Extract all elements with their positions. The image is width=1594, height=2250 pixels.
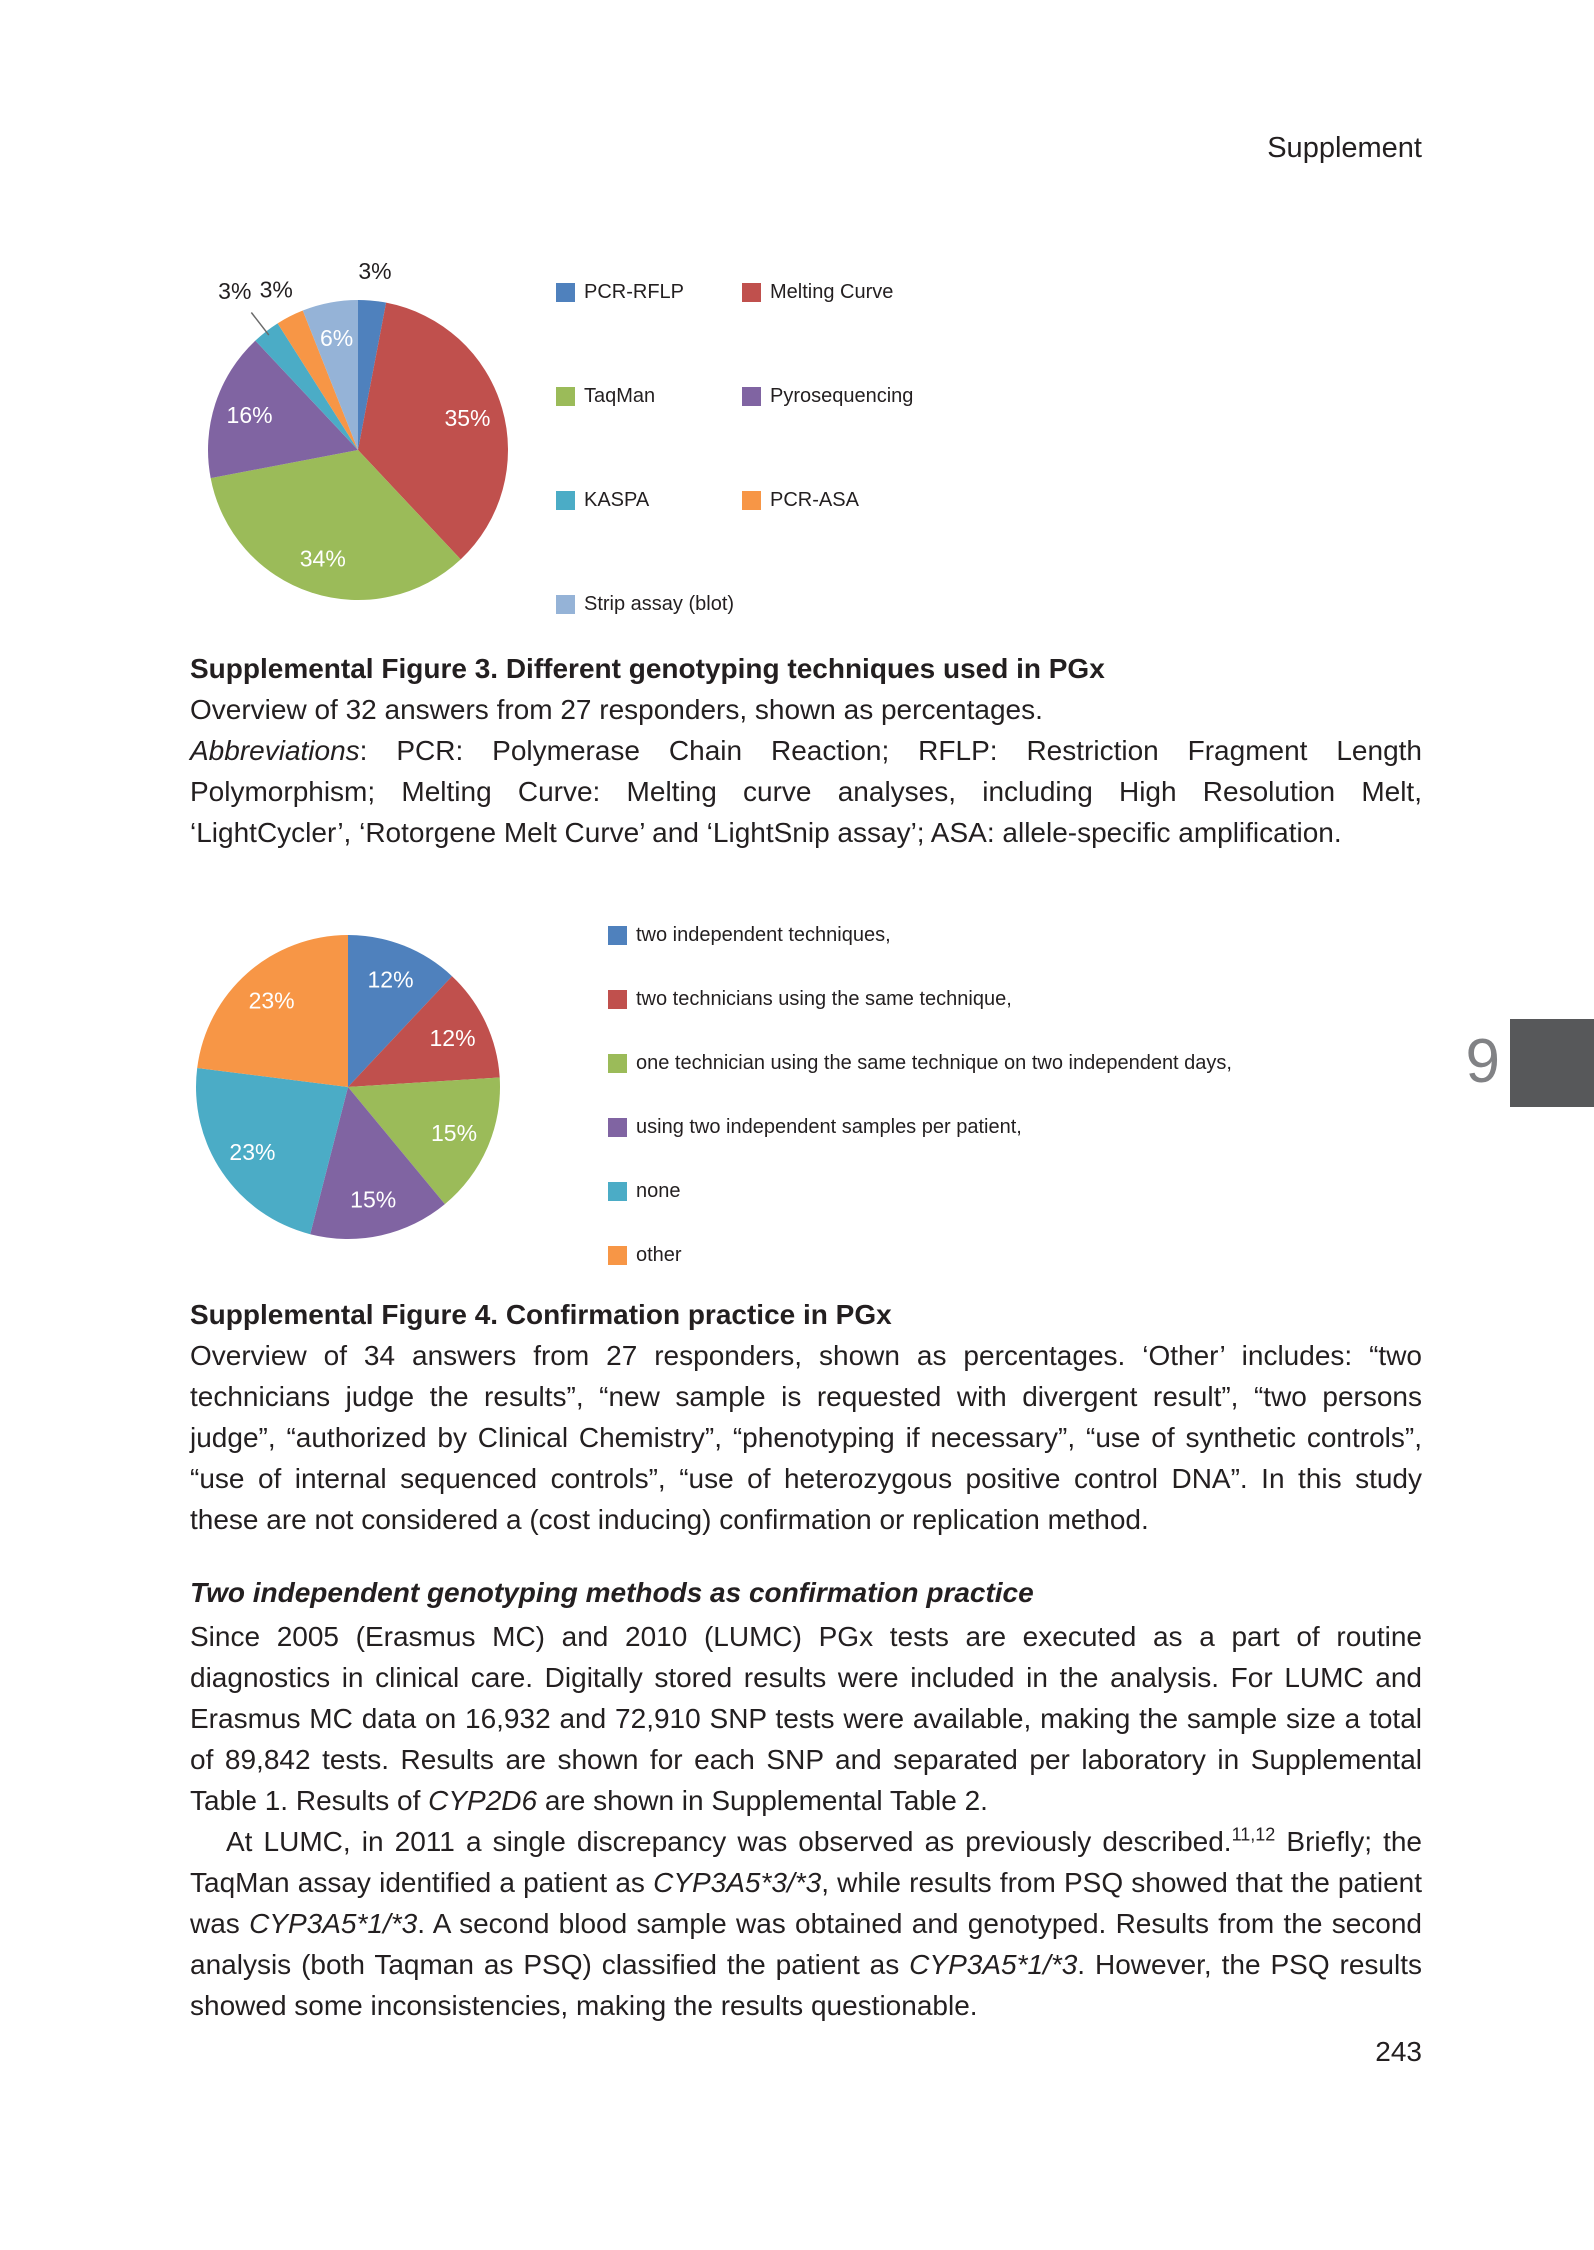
legend-label: Strip assay (blot) (584, 592, 735, 615)
legend-label: using two independent samples per patient, (636, 1115, 1022, 1138)
figure4-caption-text (190, 1335, 1422, 1540)
text-segment: Overview of 34 answers from 27 responders, shown as percentages. ‘Other’ includes: “two technicians judge the results”, “new sample is requested with divergent result”, “two persons judge”, “authorized by Clinical Chemistry”, “phenotyping if necessary”, “use of synthetic controls”, “use of internal sequenced controls”, “use of heterozygous positive control DNA”. In this study these are not considered a (cost inducing) confirmation or replication method. (190, 1340, 1422, 1535)
legend-swatch (608, 1182, 627, 1201)
legend-item (608, 1049, 1232, 1077)
legend-swatch (556, 595, 575, 614)
genotyping-techniques-pie-chart (110, 248, 550, 678)
chapter-tab (1510, 1019, 1594, 1107)
body-paragraphs (190, 1616, 1422, 2026)
text-segment: Since 2005 (Erasmus MC) and 2010 (LUMC) PGx tests are executed as a part of routine diagnostics in clinical care. Digitally stored results were included in the analysis. For LUMC and Erasmus MC data on 16,932 and 72,910 SNP tests were available, making the sample size a total of 89,842 tests. Results are shown for each SNP and separated per laboratory in Supplemental Table 1. Results of (190, 1621, 1422, 1816)
confirmation-practice-legend (608, 921, 1232, 1269)
legend-swatch (742, 283, 761, 302)
legend-label: PCR-RFLP (584, 280, 685, 303)
legend-item (608, 1177, 1232, 1205)
text-segment: : PCR: Polymerase Chain Reaction; RFLP: Restriction Fragment Length Polymorphism; Melting Curve: Melting curve analyses, including High Resolution Melt, ‘LightCycler’, ‘Rotorgene Melt Curve’ and ‘LightSnip assay’; ASA: allele-specific amplification. (190, 735, 1422, 848)
pie-value-label: 3% (358, 257, 392, 284)
chapter-number: 9 (1465, 1027, 1500, 1096)
body-paragraph (190, 1616, 1422, 1821)
legend-item (608, 1113, 1232, 1141)
legend-item (556, 382, 742, 410)
legend-swatch (742, 491, 761, 510)
label-leader-line (251, 313, 268, 336)
legend-label: PCR-ASA (770, 488, 859, 511)
pie-value-label: 12% (367, 966, 414, 993)
legend-swatch (742, 387, 761, 406)
legend-item (742, 486, 913, 514)
pie-value-label: 35% (444, 405, 491, 432)
legend-swatch (608, 1054, 627, 1073)
legend-item (556, 590, 742, 618)
pie-value-label: 6% (320, 325, 354, 352)
text-segment: Briefly; the TaqMan assay identified a patient as (190, 1826, 1423, 1898)
body-paragraph (190, 1821, 1422, 2026)
pie-value-label: 23% (229, 1138, 276, 1165)
pie-value-label: 3% (259, 276, 293, 303)
running-header: Supplement (1267, 132, 1422, 164)
text-segment: 11,12 (1231, 1824, 1276, 1845)
text-segment: At LUMC, in 2011 a single discrepancy was observed as previously described. (226, 1826, 1232, 1857)
pie-value-label: 15% (350, 1186, 397, 1213)
figure4-title: Supplemental Figure 4. Confirmation practice in PGx (190, 1299, 892, 1330)
legend-swatch (608, 926, 627, 945)
pie-value-label: 23% (248, 987, 295, 1014)
figure3-abbreviations (190, 730, 1422, 853)
legend-label: Pyrosequencing (770, 384, 914, 407)
legend-item (608, 921, 1232, 949)
genotyping-techniques-legend (556, 278, 913, 618)
figure4-caption (190, 1294, 1422, 1540)
text-segment: CYP2D6 (428, 1785, 538, 1816)
pie-value-label: 12% (429, 1024, 476, 1051)
legend-swatch (556, 491, 575, 510)
text-segment: are shown in Supplemental Table 2. (537, 1785, 988, 1816)
figure3-caption (190, 648, 1422, 853)
legend-label: none (636, 1179, 681, 1202)
legend-label: KASPA (584, 488, 650, 511)
text-segment: . However, the PSQ results showed some inconsistencies, making the results questionable. (190, 1949, 1422, 2021)
legend-label: Melting Curve (770, 280, 894, 303)
legend-swatch (608, 1118, 627, 1137)
text-segment: CYP3A5*1/*3 (249, 1908, 418, 1939)
legend-swatch (556, 283, 575, 302)
legend-item (556, 486, 742, 514)
legend-item (556, 278, 742, 306)
text-segment: . A second blood sample was obtained and genotyped. Results from the second analysis (both Taqman as PSQ) classified the patient as (190, 1908, 1422, 1980)
confirmation-practice-pie-chart (110, 915, 590, 1255)
legend-item (742, 278, 913, 306)
legend-item (742, 382, 913, 410)
legend-item (608, 1241, 1232, 1269)
text-segment: , while results from PSQ showed that the patient was (190, 1867, 1423, 1939)
pie-value-label: 15% (430, 1119, 478, 1146)
text-segment: CYP3A5*1/*3 (909, 1949, 1078, 1980)
legend-item (608, 985, 1232, 1013)
figure3-subtitle: Overview of 32 answers from 27 responders, shown as percentages. (190, 694, 1043, 725)
legend-swatch (608, 990, 627, 1009)
legend-swatch (608, 1246, 627, 1265)
legend-label: other (636, 1243, 682, 1266)
text-segment: Abbreviations (190, 735, 360, 766)
legend-label: two technicians using the same technique, (636, 987, 1012, 1010)
legend-label: two independent techniques, (636, 923, 891, 946)
pie-value-label: 3% (218, 278, 252, 305)
legend-swatch (556, 387, 575, 406)
legend-label: TaqMan (584, 384, 656, 407)
section-heading: Two independent genotyping methods as confirmation practice (190, 1577, 1034, 1608)
pie-value-label: 16% (226, 401, 273, 428)
text-segment: CYP3A5*3/*3 (653, 1867, 822, 1898)
legend-label: one technician using the same technique on two independent days, (636, 1051, 1232, 1074)
page-number: 243 (1375, 2036, 1422, 2067)
figure3-title: Supplemental Figure 3. Different genotyping techniques used in PGx (190, 653, 1105, 684)
pie-value-label: 34% (299, 545, 346, 572)
